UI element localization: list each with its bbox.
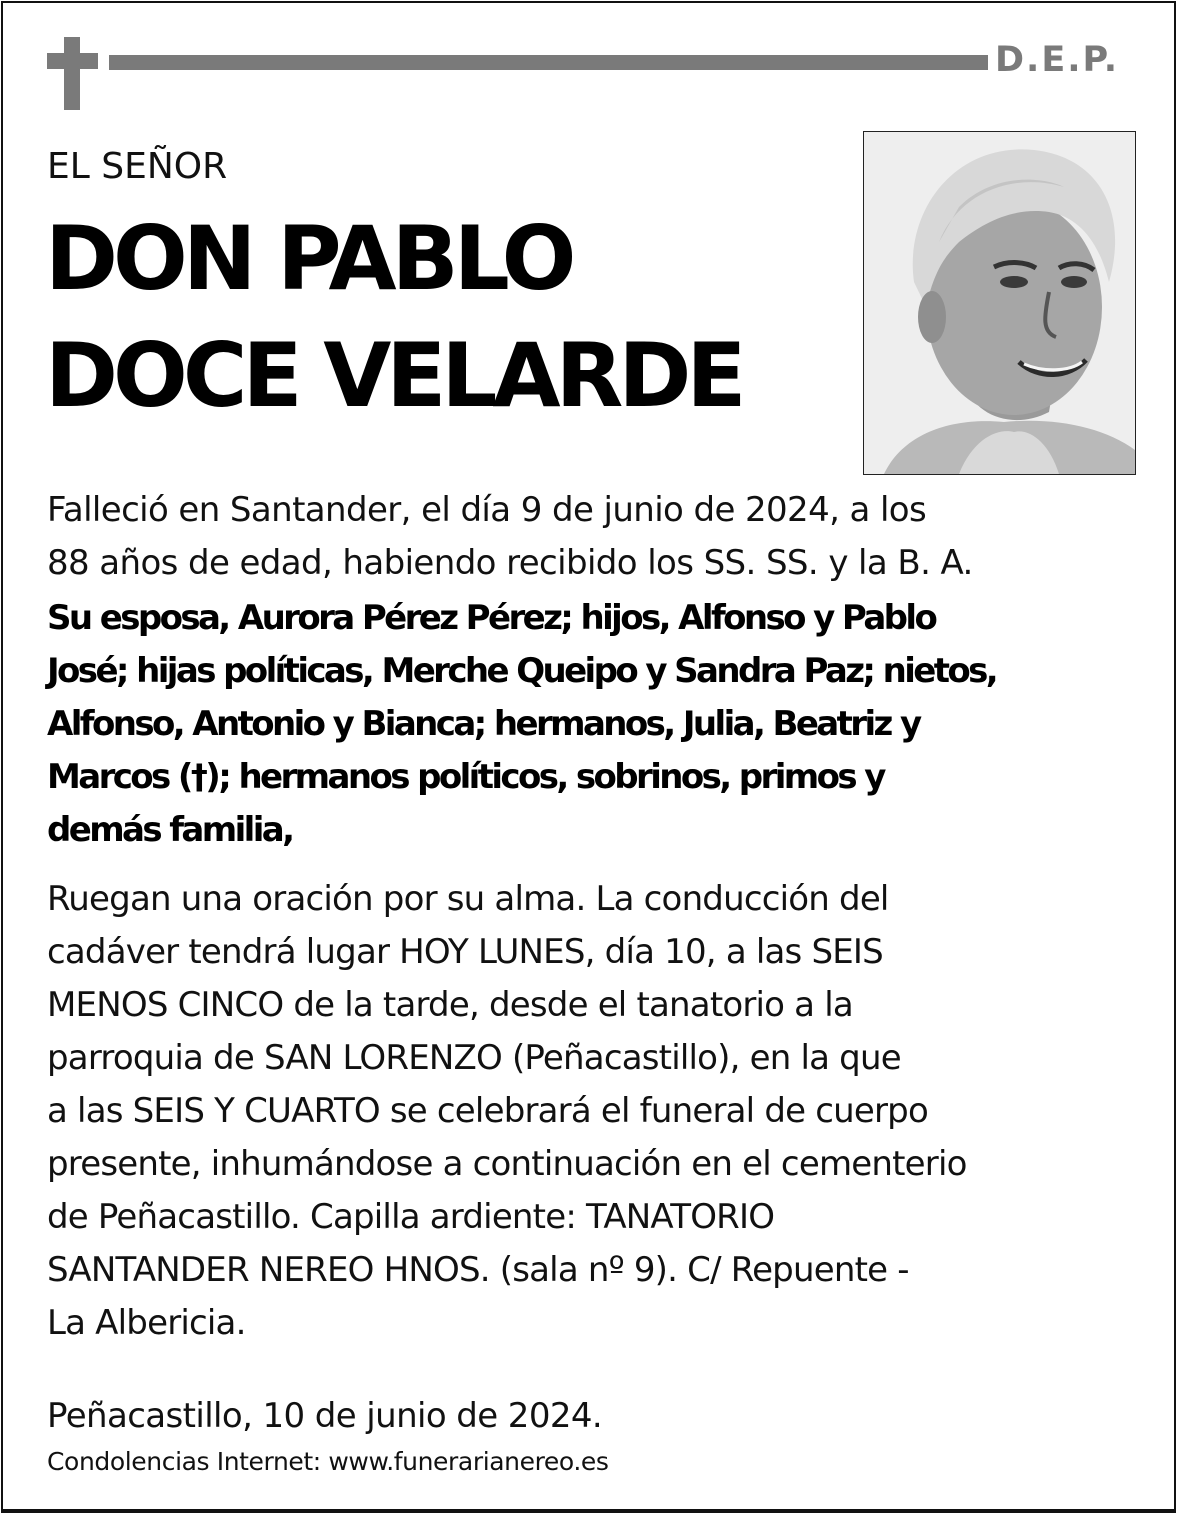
service-line: parroquia de SAN LORENZO (Peñacastillo), en la que — [47, 1038, 901, 1078]
name-line-2: DOCE VELARDE — [45, 324, 742, 427]
cross-icon-vertical — [64, 37, 80, 110]
cross-icon-horizontal — [47, 53, 98, 69]
honorific: EL SEÑOR — [47, 146, 228, 187]
dep-label: D.E.P. — [995, 40, 1120, 80]
condolences-link[interactable]: Condolencias Internet: www.funerarianereo.es — [47, 1447, 609, 1476]
family-line: José; hijas políticas, Merche Queipo y Sandra Paz; nietos, — [47, 651, 997, 691]
service-paragraph — [47, 873, 1127, 1350]
announcement-line: Falleció en Santander, el día 9 de junio de 2024, a los — [47, 490, 927, 530]
deceased-name — [45, 200, 845, 434]
family-line: demás familia, — [47, 810, 293, 850]
service-line: Ruegan una oración por su alma. La conducción del — [47, 879, 889, 919]
header-rule — [109, 55, 988, 70]
portrait-photo — [863, 131, 1136, 475]
service-line: cadáver tendrá lugar HOY LUNES, día 10, a las SEIS — [47, 932, 883, 972]
family-line: Marcos (†); hermanos políticos, sobrinos, primos y — [47, 757, 884, 797]
family-line: Su esposa, Aurora Pérez Pérez; hijos, Alfonso y Pablo — [47, 598, 936, 638]
service-line: de Peñacastillo. Capilla ardiente: TANATORIO — [47, 1197, 775, 1237]
service-line: MENOS CINCO de la tarde, desde el tanatorio a la — [47, 985, 853, 1025]
announcement-line: 88 años de edad, habiendo recibido los SS. SS. y la B. A. — [47, 543, 973, 583]
service-line: La Albericia. — [47, 1303, 246, 1343]
service-line: presente, inhumándose a continuación en el cementerio — [47, 1144, 967, 1184]
name-line-1: DON PABLO — [45, 207, 572, 310]
portrait-silhouette-icon — [864, 132, 1135, 474]
service-line: a las SEIS Y CUARTO se celebrará el funeral de cuerpo — [47, 1091, 928, 1131]
announcement-paragraph — [47, 484, 1127, 590]
family-line: Alfonso, Antonio y Bianca; hermanos, Julia, Beatriz y — [47, 704, 920, 744]
family-paragraph — [47, 592, 1127, 857]
place-date: Peñacastillo, 10 de junio de 2024. — [47, 1396, 603, 1436]
service-line: SANTANDER NEREO HNOS. (sala nº 9). C/ Repuente - — [47, 1250, 909, 1290]
